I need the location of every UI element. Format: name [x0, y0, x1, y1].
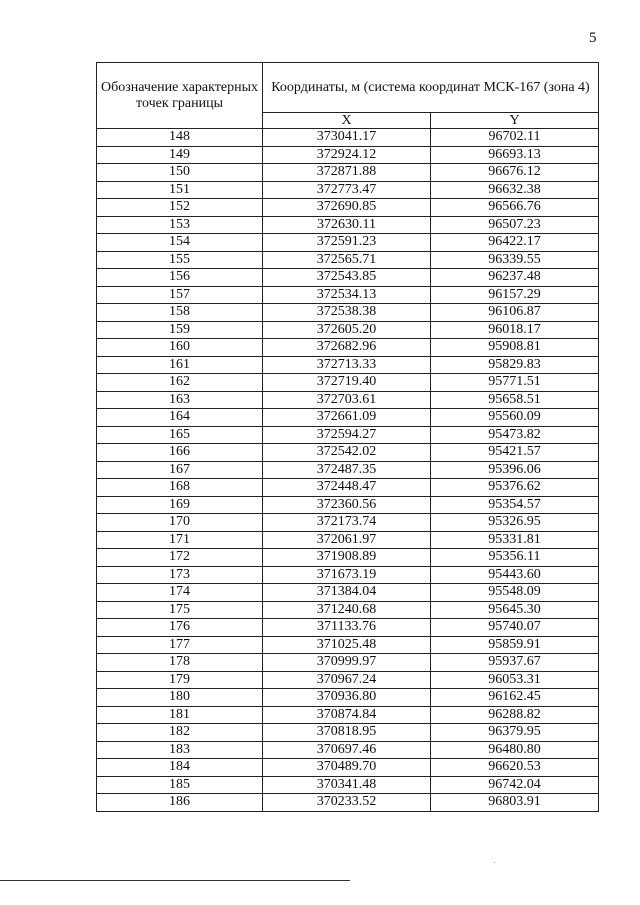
- point-cell: 158: [97, 304, 263, 322]
- table-row: [97, 776, 599, 794]
- x-coordinate-cell: 372534.13: [263, 286, 431, 304]
- point-cell: 179: [97, 671, 263, 689]
- table-row: [97, 584, 599, 602]
- point-cell: 185: [97, 776, 263, 794]
- point-cell: 174: [97, 584, 263, 602]
- point-cell: 150: [97, 164, 263, 182]
- x-coordinate-cell: 372448.47: [263, 479, 431, 497]
- table-row: [97, 409, 599, 427]
- point-cell: 183: [97, 741, 263, 759]
- table-row: [97, 321, 599, 339]
- table-row: [97, 759, 599, 777]
- point-cell: 151: [97, 181, 263, 199]
- table-row: [97, 496, 599, 514]
- y-coordinate-cell: 95356.11: [431, 549, 599, 567]
- x-coordinate-cell: 372543.85: [263, 269, 431, 287]
- x-coordinate-cell: 372703.61: [263, 391, 431, 409]
- table-row: [97, 671, 599, 689]
- point-cell: 182: [97, 724, 263, 742]
- table-row: [97, 164, 599, 182]
- x-coordinate-cell: 372173.74: [263, 514, 431, 532]
- point-cell: 165: [97, 426, 263, 444]
- y-coordinate-cell: 95376.62: [431, 479, 599, 497]
- y-coordinate-cell: 96480.80: [431, 741, 599, 759]
- y-coordinate-cell: 96339.55: [431, 251, 599, 269]
- y-coordinate-cell: 96053.31: [431, 671, 599, 689]
- y-coordinate-cell: 95354.57: [431, 496, 599, 514]
- x-coordinate-cell: 372690.85: [263, 199, 431, 217]
- point-cell: 166: [97, 444, 263, 462]
- x-coordinate-cell: 372630.11: [263, 216, 431, 234]
- table-row: [97, 146, 599, 164]
- table-row: [97, 461, 599, 479]
- x-coordinate-cell: 372661.09: [263, 409, 431, 427]
- point-cell: 181: [97, 706, 263, 724]
- x-coordinate-cell: 372542.02: [263, 444, 431, 462]
- table-row: [97, 391, 599, 409]
- y-coordinate-cell: 96693.13: [431, 146, 599, 164]
- table-row: [97, 356, 599, 374]
- table-row: [97, 426, 599, 444]
- y-coordinate-cell: 95421.57: [431, 444, 599, 462]
- y-coordinate-cell: 96379.95: [431, 724, 599, 742]
- point-cell: 173: [97, 566, 263, 584]
- x-coordinate-cell: 370341.48: [263, 776, 431, 794]
- point-cell: 152: [97, 199, 263, 217]
- table-row: [97, 741, 599, 759]
- table-row: [97, 216, 599, 234]
- y-column-header: Y: [431, 113, 599, 129]
- x-coordinate-cell: 370936.80: [263, 689, 431, 707]
- point-cell: 153: [97, 216, 263, 234]
- point-cell: 178: [97, 654, 263, 672]
- y-coordinate-cell: 95473.82: [431, 426, 599, 444]
- x-coordinate-cell: 370999.97: [263, 654, 431, 672]
- y-coordinate-cell: 95331.81: [431, 531, 599, 549]
- y-coordinate-cell: 96742.04: [431, 776, 599, 794]
- x-coordinate-cell: 371025.48: [263, 636, 431, 654]
- x-coordinate-cell: 372773.47: [263, 181, 431, 199]
- point-cell: 149: [97, 146, 263, 164]
- table-row: [97, 706, 599, 724]
- footer-rule: [0, 880, 350, 881]
- table-row: [97, 619, 599, 637]
- x-coordinate-cell: 370697.46: [263, 741, 431, 759]
- y-coordinate-cell: 95937.67: [431, 654, 599, 672]
- y-coordinate-cell: 96507.23: [431, 216, 599, 234]
- table-row: [97, 304, 599, 322]
- x-coordinate-cell: 372924.12: [263, 146, 431, 164]
- point-cell: 162: [97, 374, 263, 392]
- x-coordinate-cell: 372713.33: [263, 356, 431, 374]
- y-coordinate-cell: 96620.53: [431, 759, 599, 777]
- y-coordinate-cell: 96018.17: [431, 321, 599, 339]
- table-row: [97, 479, 599, 497]
- y-coordinate-cell: 95548.09: [431, 584, 599, 602]
- y-coordinate-cell: 96702.11: [431, 129, 599, 147]
- y-coordinate-cell: 95859.91: [431, 636, 599, 654]
- y-coordinate-cell: 95326.95: [431, 514, 599, 532]
- point-cell: 168: [97, 479, 263, 497]
- point-cell: 163: [97, 391, 263, 409]
- x-coordinate-cell: 372871.88: [263, 164, 431, 182]
- table-row: [97, 374, 599, 392]
- x-coordinate-cell: 370818.95: [263, 724, 431, 742]
- table-row: [97, 514, 599, 532]
- y-coordinate-cell: 95443.60: [431, 566, 599, 584]
- y-coordinate-cell: 96162.45: [431, 689, 599, 707]
- point-cell: 160: [97, 339, 263, 357]
- table-row: [97, 339, 599, 357]
- table-row: [97, 181, 599, 199]
- margin-speck: [494, 862, 495, 863]
- x-coordinate-cell: 371240.68: [263, 601, 431, 619]
- y-coordinate-cell: 95771.51: [431, 374, 599, 392]
- y-coordinate-cell: 96288.82: [431, 706, 599, 724]
- x-coordinate-cell: 372591.23: [263, 234, 431, 252]
- table-row: [97, 566, 599, 584]
- point-designation-header: Обозначение характерных точек границы: [97, 63, 263, 129]
- y-coordinate-cell: 95829.83: [431, 356, 599, 374]
- point-cell: 171: [97, 531, 263, 549]
- x-column-header: X: [263, 113, 431, 129]
- y-coordinate-cell: 96803.91: [431, 794, 599, 812]
- x-coordinate-cell: 372061.97: [263, 531, 431, 549]
- table-row: [97, 724, 599, 742]
- point-cell: 148: [97, 129, 263, 147]
- y-coordinate-cell: 96422.17: [431, 234, 599, 252]
- point-cell: 164: [97, 409, 263, 427]
- table-row: [97, 251, 599, 269]
- x-coordinate-cell: 370967.24: [263, 671, 431, 689]
- point-cell: 184: [97, 759, 263, 777]
- y-coordinate-cell: 95645.30: [431, 601, 599, 619]
- point-cell: 176: [97, 619, 263, 637]
- y-coordinate-cell: 95740.07: [431, 619, 599, 637]
- y-coordinate-cell: 96157.29: [431, 286, 599, 304]
- table-row: [97, 794, 599, 812]
- page-number: 5: [589, 30, 597, 46]
- table-row: [97, 636, 599, 654]
- x-coordinate-cell: 373041.17: [263, 129, 431, 147]
- y-coordinate-cell: 95658.51: [431, 391, 599, 409]
- table-row: [97, 199, 599, 217]
- y-coordinate-cell: 95396.06: [431, 461, 599, 479]
- x-coordinate-cell: 372682.96: [263, 339, 431, 357]
- y-coordinate-cell: 96106.87: [431, 304, 599, 322]
- table-row: [97, 444, 599, 462]
- table-row: [97, 654, 599, 672]
- table-row: [97, 129, 599, 147]
- table-row: [97, 269, 599, 287]
- x-coordinate-cell: 371133.76: [263, 619, 431, 637]
- x-coordinate-cell: 370489.70: [263, 759, 431, 777]
- boundary-coordinates-table: [96, 62, 599, 812]
- point-cell: 186: [97, 794, 263, 812]
- x-coordinate-cell: 372565.71: [263, 251, 431, 269]
- table-row: [97, 531, 599, 549]
- y-coordinate-cell: 96676.12: [431, 164, 599, 182]
- table-row: [97, 601, 599, 619]
- x-coordinate-cell: 372719.40: [263, 374, 431, 392]
- point-cell: 157: [97, 286, 263, 304]
- point-cell: 155: [97, 251, 263, 269]
- point-cell: 156: [97, 269, 263, 287]
- y-coordinate-cell: 96632.38: [431, 181, 599, 199]
- x-coordinate-cell: 372538.38: [263, 304, 431, 322]
- x-coordinate-cell: 370874.84: [263, 706, 431, 724]
- point-cell: 175: [97, 601, 263, 619]
- x-coordinate-cell: 371673.19: [263, 566, 431, 584]
- point-cell: 172: [97, 549, 263, 567]
- y-coordinate-cell: 96566.76: [431, 199, 599, 217]
- x-coordinate-cell: 372605.20: [263, 321, 431, 339]
- point-cell: 180: [97, 689, 263, 707]
- point-cell: 169: [97, 496, 263, 514]
- y-coordinate-cell: 95908.81: [431, 339, 599, 357]
- y-coordinate-cell: 96237.48: [431, 269, 599, 287]
- x-coordinate-cell: 372487.35: [263, 461, 431, 479]
- x-coordinate-cell: 371384.04: [263, 584, 431, 602]
- point-cell: 159: [97, 321, 263, 339]
- x-coordinate-cell: 370233.52: [263, 794, 431, 812]
- y-coordinate-cell: 95560.09: [431, 409, 599, 427]
- table-row: [97, 234, 599, 252]
- coordinate-rows: [97, 129, 599, 812]
- table-row: [97, 286, 599, 304]
- table-row: [97, 689, 599, 707]
- point-cell: 161: [97, 356, 263, 374]
- x-coordinate-cell: 371908.89: [263, 549, 431, 567]
- point-cell: 167: [97, 461, 263, 479]
- point-cell: 177: [97, 636, 263, 654]
- point-cell: 154: [97, 234, 263, 252]
- x-coordinate-cell: 372594.27: [263, 426, 431, 444]
- point-cell: 170: [97, 514, 263, 532]
- x-coordinate-cell: 372360.56: [263, 496, 431, 514]
- coordinates-header: Координаты, м (система координат МСК-167 (зона 4): [263, 63, 599, 113]
- table-row: [97, 549, 599, 567]
